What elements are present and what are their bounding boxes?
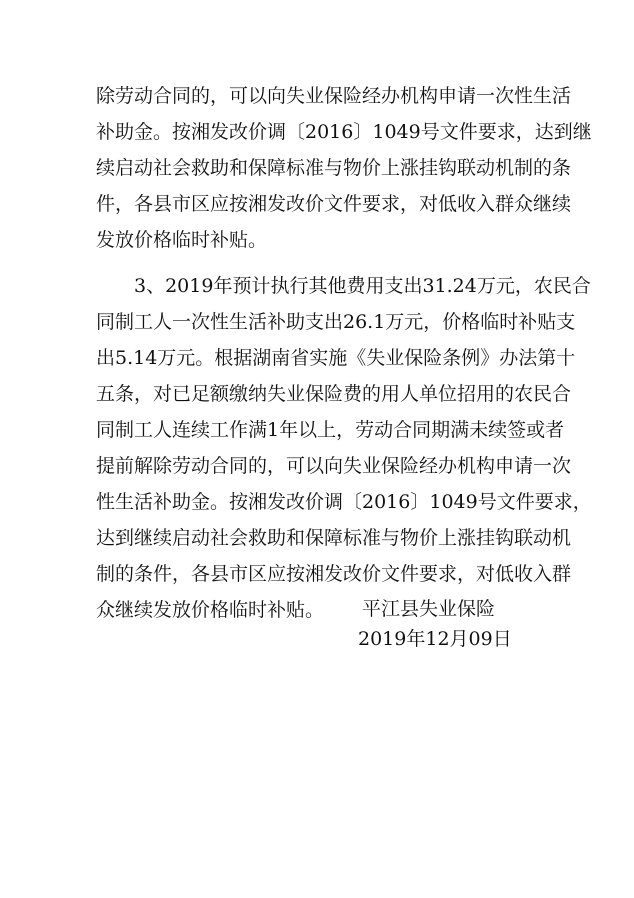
- signature-block: [358, 594, 518, 654]
- text-line: 提前解除劳动合同的，可以向失业保险经办机构申请一次: [96, 455, 572, 477]
- text-line: 3、2019年预计执行其他费用支出31.24万元，农民合: [96, 275, 591, 297]
- text-line: 补助金。按湘发改价调〔2016〕1049号文件要求，达到继: [96, 121, 592, 143]
- document-body: [96, 78, 592, 628]
- text-line: 达到继续启动社会救助和保障标准与物价上涨挂钩联动机: [96, 527, 572, 549]
- text-line: 五条，对已足额缴纳失业保险费的用人单位招用的农民合: [96, 383, 572, 405]
- text-line: 同制工人一次性生活补助支出26.1万元，价格临时补贴支: [96, 311, 576, 333]
- text-line: 续启动社会救助和保障标准与物价上涨挂钩联动机制的条: [96, 157, 572, 179]
- signature-organization: 平江县失业保险: [362, 598, 496, 620]
- paragraph-gap: [96, 258, 536, 268]
- text-line: 制的条件，各县市区应按湘发改价文件要求，对低收入群: [96, 563, 572, 585]
- paragraph-2: [96, 268, 592, 628]
- text-line: 性生活补助金。按湘发改价调〔2016〕1049号文件要求，: [96, 491, 592, 513]
- text-line: 发放价格临时补贴。: [96, 229, 268, 251]
- signature-date: 2019年12月09日: [358, 628, 512, 650]
- text-line: 同制工人连续工作满1年以上，劳动合同期满未续签或者: [96, 419, 565, 441]
- paragraph-1: [96, 78, 592, 258]
- text-line: 件，各县市区应按湘发改价文件要求，对低收入群众继续: [96, 193, 572, 215]
- text-line: 出5.14万元。根据湖南省实施《失业保险条例》办法第十: [96, 347, 576, 369]
- text-line: 除劳动合同的，可以向失业保险经办机构申请一次性生活: [96, 85, 572, 107]
- text-line: 众继续发放价格临时补贴。: [96, 599, 325, 621]
